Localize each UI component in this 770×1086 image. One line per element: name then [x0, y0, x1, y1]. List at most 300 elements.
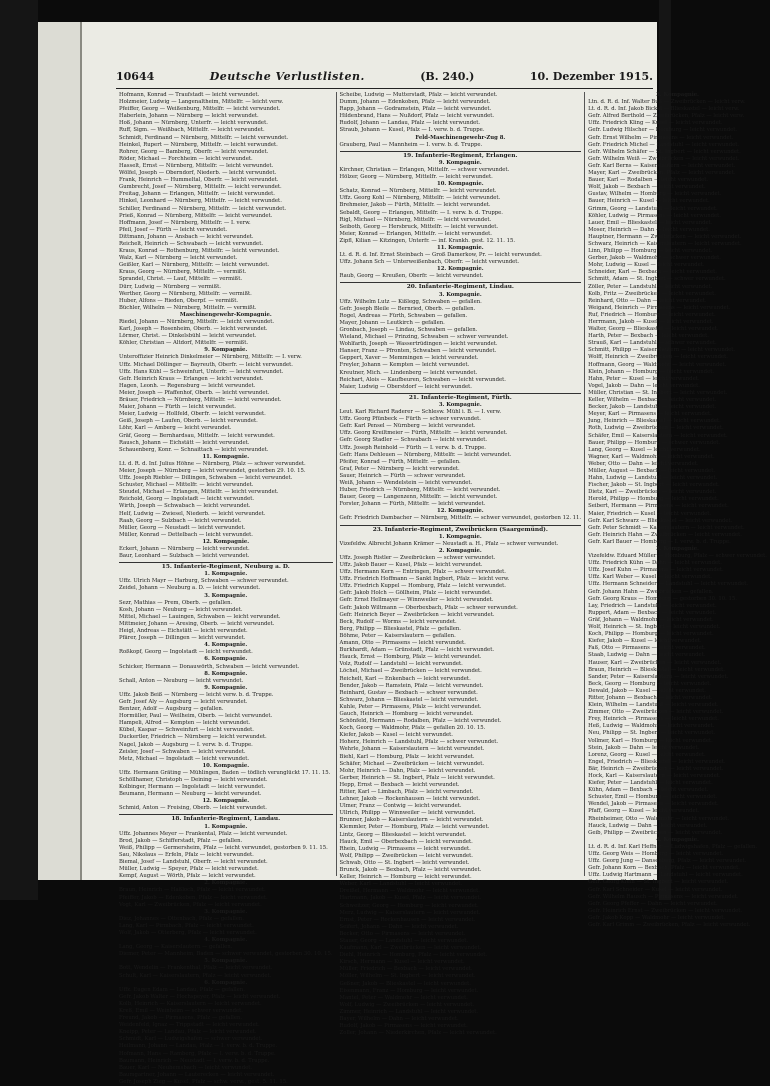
casualty-entry: Steudel, Michael — Erlangen, Mittelfr. — leicht verwundet. — [119, 489, 279, 496]
casualty-entry: Gefr. Friedrich Michel — Landstuhl — leicht verwundet. — [588, 141, 740, 148]
casualty-entry: Faß, Otto — Pirmasens — leicht verwundet. — [588, 645, 706, 652]
casualty-entry: Zöller, Peter — Landstuhl — leicht verwundet. — [588, 283, 713, 290]
company-heading: 4. Kompagnie. — [656, 836, 700, 843]
casualty-entry: Hanser, Franz — Pfronten, Schwaben — leicht verwundet. — [339, 348, 497, 355]
casualty-entry: Löhr, Karl — Amberg — leicht verwundet. — [119, 425, 232, 432]
casualty-entry: Eisenmann, Franz — Homburg — leicht verwundet. — [339, 987, 479, 994]
company-heading: 9. Kompagnie. — [204, 684, 248, 691]
casualty-entry: Sau, Nikolaus — Erfeln, Pfalz — leicht verwundet. — [119, 851, 254, 858]
casualty-entry: Gefr. Georg Stadler — Schwabach — leicht verwundet. — [339, 437, 488, 444]
company-heading: 1. Kompagnie. — [438, 533, 482, 540]
regiment-heading: 18. Infanterie-Regiment, Landau. — [119, 814, 333, 823]
company-heading: Maschinengewehr-Kompagnie. — [179, 311, 272, 318]
casualty-entry: Uffz. Wilhelm Lutz — Kißlegg, Schwaben — gefallen. — [339, 298, 482, 305]
casualty-entry: Hauptner, Hermann — Zweibrücken — leicht verwundet. — [588, 233, 742, 240]
casualty-entry: Uffz. Friedrich Kling — Kusel — leicht verwundet. — [588, 120, 723, 127]
casualty-entry: Ruf, Friedrich — Homburg — leicht verwundet. — [588, 311, 716, 318]
casualty-entry: Ernst, Peter — Rockenhausen — leicht verwundet. — [339, 916, 476, 923]
casualty-entry: Uffz. Friedrich Hoffmann — Sankt Ingbert, Pfalz — leicht verw. — [339, 576, 510, 583]
casualty-entry: Gefr. Wilhelm Weiß — Zweibrücken — leicht verwundet. — [588, 155, 740, 162]
casualty-entry: Kübel, Kaspar — Schweinfurt — leicht verwundet. — [119, 727, 254, 734]
casualty-entry: Hahn, Peter — Kusel — leicht verwundet. — [588, 375, 700, 382]
casualty-entry: Vogel, Jakob — Dahn — leicht verwundet. — [588, 382, 700, 389]
casualty-entry: Schuster, Emil — Homburg — leicht verwundet. — [588, 794, 718, 801]
casualty-entry: Hoffmann, Josef — Nürnberg, Mittelfr. — I. verw. — [119, 219, 251, 226]
regiment-heading: 23. Infanterie-Regiment, Zweibrücken (Saargemünd). — [340, 525, 582, 534]
casualty-entry: Lang, Georg — Kaiserslautern — gefallen. — [119, 944, 233, 951]
casualty-entry: Hoherz, Heinrich — Landstuhl, Pfalz — schwer verwundet. — [339, 739, 499, 746]
casualty-entry: Gefr. Ludwig Hilscher — Homburg — leicht verwundet. — [588, 127, 738, 134]
casualty-entry: Hagen, Leonh. — Regensburg — leicht verwundet. — [119, 382, 256, 389]
company-heading: 9. Kompagnie. — [204, 347, 248, 354]
casualty-entry: Gefr. Heinrich Ernst — Zweibrücken — leicht verwundet. — [588, 907, 743, 914]
company-heading: 2. Kompagnie. — [438, 547, 482, 554]
company-heading: 12. Kompagnie. — [437, 266, 484, 273]
casualty-entry: Hormüller, Paul — Weilheim, Oberb. — leicht verwundet. — [119, 713, 273, 720]
casualty-entry: Keller, Heinrich — Homburg — leicht verwundet. — [339, 874, 472, 881]
casualty-entry: Gefr. Karl Pensel — Nürnberg — leicht verwundet. — [339, 423, 476, 430]
casualty-entry: Eckert, Johann — Nürnberg — leicht verwundet. — [119, 546, 250, 552]
casualty-entry: Lorenz, Georg — Kusel — leicht verwundet. — [588, 751, 706, 758]
casualty-entry: Uffz. Georg Jung — Dansenberg, Pfalz — leicht verwundet. — [588, 858, 747, 865]
casualty-entry: Uffz. Hermann Gräting — Mühlingen, Baden — tödlich verunglückt 17. 11. 15. — [119, 769, 331, 776]
casualty-entry: Vogt, Karl — Zweibrücken, Pfalz — leicht verwundet. — [119, 901, 262, 908]
casualty-entry: Ruppert, Adam — Bexbach — leicht verwundet. — [588, 609, 717, 616]
company-heading: 11. Kompagnie. — [202, 453, 250, 460]
company-heading: 12. Kompagnie. — [437, 508, 484, 515]
casualty-entry: Straub, Johann — Kusel, Pfalz — I. verw. b. d. Truppe. — [339, 127, 485, 134]
casualty-entry: Lintz, Georg — Blieskastel — leicht verwundet. — [339, 831, 467, 838]
casualty-entry: Wieland, Michael — Prinzing, Schwaben — schwer verwundet. — [339, 334, 509, 341]
casualty-entry: Brehmeier, Jakob — Fürth, Mittelfr. — leicht verwundet. — [339, 202, 491, 209]
casualty-entry: Hinkel, Leonhard — Nürnberg, Mittelfr. — leicht verwundet. — [119, 198, 282, 205]
casualty-entry: Schuster, Michael — Mittelfr. — leicht verwundet. — [119, 482, 254, 489]
casualty-entry: Kraus, Konrad — Rothenburg, Mittelfr. — leicht verwundet. — [119, 248, 280, 255]
casualty-entry: Kiefer, Jakob — Kusel — leicht verwundet. — [339, 732, 453, 739]
casualty-entry: Schmidt, Ferdinand — Nürnberg, Mittelfr. — leicht verwundet. — [119, 134, 289, 141]
casualty-entry: Diemer, Peter — Mannheim, Baden — schwer verwundet, gestorben 30. 10. 15. — [119, 951, 333, 958]
casualty-entry: Rapp, Johann — Godramstein, Pfalz — leicht verwundet. — [339, 106, 492, 113]
casualty-entry: Bender, Jakob — Ramstein, Pfalz — leicht verwundet. — [339, 682, 484, 689]
casualty-entry: Hasselt, Ernst — Nürnberg, Mittelfr. — leicht verwundet. — [119, 162, 274, 169]
casualty-entry: Mittel, Michael — Lauingen, Schwaben — leicht verwundet. — [119, 613, 281, 620]
casualty-entry: Schmidt, Karl — Ludwigshafen — schwer verwundet. — [119, 1036, 263, 1043]
casualty-entry: Diehl, Heinrich — Homburg, Pfalz — leicht verwundet. — [339, 952, 488, 959]
casualty-entry: Reinhard, Gustav — Bexbach — schwer verwundet. — [339, 689, 478, 696]
casualty-entry: Merz, Ludwig — Kaiserslautern — leicht verwundet. — [339, 909, 481, 916]
casualty-entry: Lörmer, Christ. — Dinkelsbühl — leicht verwundet. — [119, 333, 257, 340]
casualty-entry: Prieß, Konrad — Nürnberg, Mittelfr. — leicht verwundet. — [119, 212, 273, 219]
casualty-entry: Gefr. Wilhelm Schäfer — St. Ingbert — leicht verwundet. — [588, 148, 741, 155]
casualty-entry: Haberlein, Johann — Nürnberg — leicht verwundet. — [119, 113, 259, 120]
casualty-entry: Walter, Georg — Blieskastel — leicht verwundet. — [588, 326, 719, 333]
casualty-entry: Koch, Philipp — Homburg — leicht verwundet. — [588, 631, 714, 638]
casualty-entry: Pfaff, Georg — Kusel — leicht verwundet. — [588, 808, 700, 815]
casualty-entry: Wolf, Jakob — Bexbach — leicht verwundet. — [588, 184, 706, 191]
casualty-entry: Rhein, Ludwig — Pirmasens — leicht verwundet. — [339, 845, 471, 852]
casualty-entry: Gefr. Hans Dehleuen — Nürnberg, Mittelfr. — leicht verwundet. — [339, 451, 512, 458]
casualty-entry: Baur, Leonhard — Sulzbach — leicht verwundet. — [119, 553, 250, 560]
casualty-entry: Vizefeldw. Eduard Müller — Homburg, Pfalz — schwer verwundet. — [588, 553, 767, 560]
casualty-entry: Rohrer, Georg — Bamberg, Oberfr. — leicht verwundet. — [119, 148, 269, 155]
casualty-entry: Uffz. Joseph Reinhold — Fürth — I. verw. b. d. Truppe. — [339, 444, 486, 451]
casualty-entry: Vollmer, Karl — Homburg — leicht verwundet. — [588, 737, 713, 744]
casualty-entry: Dürr, Ludwig — Nürnberg — vermißt. — [119, 283, 221, 290]
casualty-entry: Bauer, Georg — Langenzenn, Mittelfr. — leicht verwundet. — [339, 494, 498, 501]
casualty-entry: Graf, Peter — Nürnberg — leicht verwundet. — [339, 465, 460, 472]
casualty-entry: Schwarz, Heinrich — Kaiserslautern — leicht verwundet. — [588, 240, 742, 247]
casualty-entry: Gefr. Jakob Wiltmann — Oberbexbach, Pfalz — schwer verwundet. — [339, 604, 518, 611]
casualty-entry: Huber, Friedrich — Nürnberg, Mittelfr. — leicht verwundet. — [339, 487, 501, 494]
casualty-entry: Ulmer, Franz — Contwig — leicht verwundet. — [339, 803, 462, 810]
casualty-entry: Stein, Jakob — Dahn — leicht verwundet. — [588, 744, 700, 751]
column-3 — [585, 92, 770, 928]
casualty-entry: Gefr. Friedrich Dambacher — Nürnberg, Mittelfr. — schwer verwundet, gestorben 12. 11. — [339, 515, 582, 522]
casualty-entry: Lang, Georg — Kusel — leicht verwundet. — [588, 446, 701, 453]
casualty-entry: Gefr. Ernst Hellmayer — Winnweiler — leicht verwundet. — [339, 597, 494, 604]
casualty-entry: Hauser, Karl — Zweibrücken — leicht verwundet. — [588, 659, 722, 666]
casualty-entry: Gefr. Georg Pfeffer — Dahn — leicht verwundet. — [588, 900, 718, 907]
casualty-entry: Hauck, Ludwig — Dahn — leicht verwundet. — [588, 822, 708, 829]
casualty-entry: Ruff, Sigm. — Weißbach, Mittelfr. — leicht verwundet. — [119, 127, 265, 134]
scan-border-left — [0, 0, 38, 900]
casualty-entry: Hartmann, Jakob — Kusel, Pfalz — leicht verwundet. — [339, 895, 482, 902]
casualty-entry: Biehl, Karl — Homburg, Pfalz — leicht verwundet. — [339, 753, 475, 760]
casualty-entry: Gefr. Heinrich Beyer — Zweibrücken — leicht verwundet. — [339, 611, 495, 618]
casualty-entry: Lang, Karl — Pirmbach, Pfalz — leicht verwundet. — [119, 922, 254, 929]
casualty-entry: Uffz. Georg Kreiltmeier — Fürth, Mittelfr. — leicht verwundet. — [339, 430, 508, 437]
casualty-entry: Neu, Philipp — St. Ingbert — leicht verwundet. — [588, 730, 716, 737]
casualty-entry: Uffz. Joseph Riebler — Dillingen, Schwaben — leicht verwundet. — [119, 475, 293, 482]
casualty-entry: Schmitt, Philipp — Kaiserslautern — leicht verwundet. — [588, 347, 736, 354]
casualty-entry: Kreutner, Mich. — Lindenberg — leicht verwundet. — [339, 369, 478, 376]
casualty-entry: Wolf, Jakob — Otterberg, Pfalz — leicht verwundet. — [119, 929, 257, 936]
casualty-entry: Schall, Anton — Neuburg — leicht verwundet. — [119, 677, 244, 684]
casualty-entry: Dreißel, Hermann — Waldmohr — leicht verwundet. — [339, 888, 480, 895]
casualty-entry: Pfeiffer, Georg — Weißenburg, Mittelfr. — leicht verwundet. — [119, 106, 281, 113]
company-heading: 4. Kompagnie. — [204, 642, 248, 649]
casualty-entry: Wolff, Heinrich — Zweibrücken — leicht verwundet. — [588, 354, 728, 361]
casualty-entry: Geßner, Jakob — Blieskastel — leicht verwundet. — [339, 980, 471, 987]
casualty-entry: Seibert, Hermann — Pirmasens — leicht verwundet. — [588, 503, 729, 510]
casualty-entry: Gefr. Johann Korn — Bexbach, Pfalz — leicht verwundet. — [588, 865, 740, 872]
casualty-entry: Bär, Heinrich — Zweibrücken — leicht verwundet. — [588, 765, 724, 772]
casualty-entry: Freyler, Johann — Kempten — leicht verwundet. — [339, 362, 470, 369]
company-heading: 3. Kompagnie. — [204, 592, 248, 599]
casualty-entry: Klein, Johann — Homburg — leicht verwundet. — [588, 368, 715, 375]
casualty-entry: Uffz. Georg Weis — Homburg — leicht verwundet. — [588, 851, 724, 858]
casualty-entry: Gefr. Jakob Kopp — Waldmohr — leicht verwundet. — [588, 914, 726, 921]
casualty-entry: Freitag, Johann — Erlangen, Mittelfr. — leicht verwundet. — [119, 191, 275, 198]
casualty-entry: Geiß, Joseph — Laufen, Oberb. — leicht verwundet. — [119, 418, 258, 425]
casualty-entry: Hoffmann, Georg — Waldmohr — leicht verwundet. — [588, 361, 727, 368]
casualty-entry: Lauer, Emil — Blieskastel — leicht verwundet. — [588, 219, 713, 226]
casualty-entry: Burkhardt, Adam — Grünstadt, Pfalz — leicht verwundet. — [339, 647, 495, 654]
casualty-entry: Weber, Karl — Landstuhl — leicht verwundet. — [339, 881, 463, 888]
casualty-entry: Uffz. Hermann Kern — Entringen, Pfalz — schwer verwundet. — [339, 569, 506, 576]
company-heading: 1. Kompagnie. — [204, 823, 248, 830]
casualty-entry: Pfeil, Josef — Fürth — leicht verwundet. — [119, 226, 228, 233]
casualty-entry: Müller, Georg — Neustadt — leicht verwundet. — [119, 524, 246, 531]
casualty-entry: Grauberg, Paul — Mannheim — I. verw. b. d. Truppe. — [339, 141, 483, 148]
company-heading: 11. Kompagnie. — [437, 244, 484, 251]
casualty-entry: Unteroffizier Heinrich Dinkelmeier — Nürnberg, Mittelfr. — I. verw. — [119, 354, 302, 361]
casualty-entry: Wolf, Ludwig — Zweibrücken — leicht verwundet. — [339, 1001, 475, 1008]
casualty-entry: Baumann, Heinrich — Neustadt — I. verw. b. d. Truppe. — [119, 1057, 270, 1064]
casualty-entry: Uffz. Hermann Schneider — Landstuhl — leicht verwundet. — [588, 581, 749, 588]
casualty-entry: Kreß, Emil — Weinheim — schwer verwundet. — [119, 1008, 243, 1014]
company-heading: 4. Kompagnie. — [204, 937, 248, 944]
issue-date: 10. Dezember 1915. — [529, 70, 653, 83]
casualty-entry: Weiß, Philipp — Germersheim, Pfalz — leicht verwundet, gestorben 9. 11. 15. — [119, 844, 328, 851]
casualty-entry: Jung, Heinrich — Blieskastel — leicht verwundet. — [588, 418, 721, 425]
casualty-entry: Mantel, Peter — Waldmohr — leicht verwundet. — [339, 994, 468, 1001]
casualty-entry: Gefr. Heinrich Hahn — Zweibrücken — leicht verwundet. — [588, 531, 742, 538]
casualty-entry: Dumm, Johann — Edenkoben, Pfalz — leicht verwundet. — [339, 99, 491, 106]
casualty-entry: Becker, Jakob — Landstuhl — leicht verwundet. — [588, 404, 717, 411]
casualty-entry: Weidenfeld, Ignaz — Trippstadt — leicht verwundet. — [119, 1022, 260, 1029]
regiment-heading: 19. Infanterie-Regiment, Erlangen. — [340, 151, 582, 160]
company-heading: 3. Kompagnie. — [656, 92, 700, 98]
column-1 — [116, 92, 337, 1085]
casualty-entry: Kuhle, Peter — Pirmasens, Pfalz — leicht verwundet. — [339, 703, 482, 710]
casualty-entry: Pfeiffer, Jakob — Edenkoben, Pfalz — leicht verwundet. — [119, 894, 268, 901]
regiment-heading: 20. Infanterie-Regiment, Lindau. — [340, 282, 582, 291]
casualty-entry: Kolb, Heinrich — Kaiserslautern — leicht verwundet. — [119, 1000, 262, 1007]
casualty-entry: Seifert, Johann — Dahn — leicht verwundet. — [339, 923, 459, 930]
casualty-entry: Klemmler, Peter — Homburg, Pfalz — leicht verwundet. — [339, 824, 490, 831]
company-heading: 12. Kompagnie. — [202, 798, 250, 805]
casualty-entry: Riedel, Johann — Nürnberg, Mittelfr. — leicht verwundet. — [119, 319, 275, 325]
casualty-entry: Heilmann, Johann — Landau, Pfalz — I. verw. b. d. Truppe. — [119, 1043, 278, 1050]
casualty-entry: Uffz. Johannes Meyer — Frankental, Pfalz — leicht verwundet. — [119, 830, 288, 837]
casualty-entry: Müller, Ludwig — Speyer, Pfalz — leicht verwundet. — [119, 866, 259, 873]
casualty-entry: Fischer, Jakob — St. Ingbert — leicht verwundet. — [588, 482, 720, 489]
casualty-entry: Gerber, Heinrich — St. Ingbert, Pfalz — leicht verwundet. — [339, 774, 495, 781]
casualty-entry: Ullrich, Philipp — Winnweiler — leicht verwundet. — [339, 810, 476, 817]
casualty-entry: Schmid, Anton — Freising, Oberb. — leicht verwundet. — [119, 805, 267, 812]
casualty-entry: Weiß, Johann — Wendelstein — leicht verwundet. — [339, 479, 473, 486]
casualty-entry: Geppert, Xaver — Memmingen — leicht verwundet. — [339, 355, 479, 362]
casualty-entry: Köhler, Christian — Altdorf, Mittelfr. — vermißt. — [119, 340, 249, 347]
company-heading: 8. Kompagnie. — [204, 670, 248, 677]
text-columns — [116, 92, 767, 1085]
casualty-entry: Sezr, Mathias — Prem, Oberb. — gefallen. — [119, 599, 233, 606]
casualty-entry: Raub, Georg — Kreußen, Oberfr. — leicht verwundet. — [339, 273, 484, 280]
casualty-entry: Meier, Joseph — Pfaffenhof, Oberb. — leicht verwundet. — [119, 389, 270, 396]
casualty-entry: Müller, August — Bexbach — leicht verwundet. — [588, 467, 716, 474]
casualty-entry: Frey, Heinrich — Pirmasens — leicht verwundet. — [588, 716, 719, 723]
casualty-entry: Hölzer, Georg — Nürnberg, Mittelfr. — leicht verwundet. — [339, 174, 493, 181]
casualty-entry: Lay, Friedrich — Landstuhl — leicht verwundet. — [588, 602, 717, 609]
casualty-entry: Uffz. Georg Kohl — Nürnberg, Mittelfr. — leicht verwundet. — [339, 195, 501, 202]
casualty-entry: Kiefer, Peter — Landstuhl — leicht verwundet. — [588, 780, 713, 787]
casualty-entry: Mayer, Karl — Zweibrücken, Pfalz — leicht verwundet. — [588, 170, 736, 177]
casualty-entry: Schwarz, Johann — Blieskastel — leicht verwundet. — [339, 696, 479, 703]
casualty-entry: Mayer, Johann — Leutkirch — gefallen. — [339, 319, 445, 326]
casualty-entry: Gräf, Georg — Bernhardsau, Mittelfr. — leicht verwundet. — [119, 432, 275, 439]
casualty-entry: Roßkopf, Georg — Ingolstadt — leicht verwundet. — [119, 649, 253, 656]
casualty-entry: Uffz. Eugen Edam — Landau, Pfalz — gefallen. — [119, 986, 245, 993]
casualty-entry: Dewald, Jakob — Kusel — leicht verwundet. — [588, 687, 706, 694]
casualty-entry: Gefr. Josef Aly — Augsburg — leicht verwundet. — [119, 698, 248, 705]
casualty-entry: Zipfl, Kilian — Kitzingen, Unterfr. — inf. Krankh. gest. 12. 11. 15. — [339, 237, 516, 244]
casualty-entry: Lt. d. R. d. Inf. Karl Heffner — Ludwigshafen, Pfalz — gefallen. — [588, 843, 758, 850]
casualty-entry: Geib, Philipp — Zweibrücken — leicht verwundet. — [588, 829, 723, 836]
casualty-entry: Brod, Jakob — Schifferstadt, Pfalz — gefallen. — [119, 837, 243, 844]
casualty-entry: Gefr. Karl Bauer — Homburg — I. verw. b. d. Truppe. — [588, 538, 731, 545]
casualty-entry: Forster, Johann — Fürth, Mittelfr. — leicht verwundet. — [339, 501, 486, 508]
casualty-entry: Holzmeier, Ludwig — Langenaltheim, Mittelfr. — leicht verw. — [119, 99, 284, 106]
casualty-entry: Meyer, Karl — Pirmasens — leicht verwundet. — [588, 411, 712, 418]
casualty-entry: Schneider, Karl — Bexbach — leicht verwundet. — [588, 269, 717, 276]
casualty-entry: Röder, Michael — Forchheim — leicht verwundet. — [119, 155, 253, 162]
casualty-entry: Schicker, Hermann — Donauwörth, Schwaben — leicht verwundet. — [119, 663, 300, 670]
casualty-entry: Wolf, Heinrich — St. Ingbert — leicht verwundet. — [588, 624, 721, 631]
casualty-entry: Gefr. Karl Schwarz — Blieskastel — leicht verwundet. — [588, 517, 733, 524]
company-heading: 10. Kompagnie. — [437, 181, 484, 188]
casualty-entry: Gronbach, Joseph — Lindau, Schwaben — gefallen. — [339, 327, 478, 333]
casualty-entry: Uffz. Georg Pfünbeck — Fürth — schwer verwundet. — [339, 416, 481, 423]
casualty-entry: Linn, Philipp — Homburg — leicht verwundet. — [588, 248, 713, 255]
casualty-entry: Uffz. Hans Kühl — Schweinfurt, Unterfr. — leicht verwundet. — [119, 368, 284, 375]
casualty-entry: Beumann, Hermann — Neuburg — leicht verwundet. — [119, 791, 262, 798]
casualty-entry: Dittmann, Johann — Ansbach — leicht verwundet. — [119, 233, 254, 240]
casualty-entry: Gefr. Joseph Zieg — Kusel, Pfalz — schw. verw., gest. 5. 11. 15. — [119, 1078, 288, 1085]
casualty-entry: Gefr. Jakob Holch — Göllheim, Pfalz — leicht verwundet. — [339, 590, 492, 597]
company-heading: 1. Kompagnie. — [204, 571, 248, 578]
casualty-entry: Bott, Wendelin — Frankenthal, Pfalz — leicht verwundet. — [119, 965, 273, 972]
casualty-entry: Strauß, Karl — Landstuhl — schwer verwundet. — [588, 340, 717, 347]
page-number: 10644 — [116, 70, 155, 83]
company-heading: 3. Kompagnie. — [656, 546, 700, 552]
casualty-entry: Schönfeld, Hermann — Rodalben, Pfalz — leicht verwundet. — [339, 718, 502, 725]
company-heading: 9. Kompagnie. — [438, 159, 482, 166]
casualty-entry: Rigl, Michael — Nürnberg, Mittelfr. — leicht verwundet. — [339, 216, 492, 223]
casualty-entry: Lt. d. R. d. Inf. Ernst Steinbach — Groß Damerkow, Pr. — leicht verwundet. — [339, 252, 542, 259]
casualty-entry: Uffz. Joseph Ristler — Zweibrücken — schwer verwundet. — [339, 554, 496, 561]
casualty-entry: Reichold, Georg — Ingolstadt — leicht verwundet. — [119, 496, 255, 503]
casualty-entry: Baumgartner, Johann — Lauterecken — leicht verwundet. — [119, 1071, 275, 1078]
casualty-entry: Gräf, Johann — Waldmohr — leicht verwundet. — [588, 616, 714, 623]
casualty-entry: Wendel, Jakob — Pirmasens — leicht verwundet. — [588, 801, 719, 808]
casualty-entry: Gefr. Wilhelm Rausch — Pirmasens — leicht verwundet. — [588, 893, 739, 900]
casualty-entry: Meier, Ludwig — Hollfeld, Oberfr. — leicht verwundet. — [119, 411, 266, 418]
casualty-entry: Uffz. Friedrich Kühn — Dahn — leicht verwundet. — [588, 560, 722, 567]
casualty-entry: Gefr. Karl Berns — Kaiserslautern — leicht verwundet. — [588, 162, 736, 169]
casualty-entry: Uffz. Ulrich Mayr — Harburg, Schwaben — schwer verwundet. — [119, 578, 289, 585]
casualty-entry: Grimm, Georg — Landstuhl — leicht verwundet. — [588, 205, 718, 212]
casualty-entry: Müller, Friedrich — Bexbach — leicht verwundet. — [339, 966, 473, 973]
casualty-entry: Bauer, Heinrich — Kusel — leicht verwundet. — [588, 198, 710, 205]
casualty-entry: Hepp, Ernst — Bexbach — leicht verwundet. — [339, 781, 460, 788]
regiment-heading: 21. Infanterie-Regiment, Fürth. — [340, 393, 582, 402]
casualty-entry: Hofmann, Konrad — Traufstadt — leicht verwundet. — [119, 92, 260, 98]
casualty-entry: Reinhard, Otto — Dahn — leicht verwundet. — [588, 297, 707, 304]
casualty-entry: Ritter, Johann — Bexbach — leicht verwundet. — [588, 694, 713, 701]
casualty-entry: Helf, Ludwig — Zwiesel, Niederb. — leicht verwundet. — [119, 510, 266, 517]
casualty-entry: Pfärer, Joseph — Dillingen — leicht verwundet. — [119, 635, 246, 642]
casualty-entry: Lt. d. R. d. Inf. Julius Höhne — Nürnberg, Pfalz — schwer verwundet. — [119, 460, 306, 467]
company-heading: 6. Kompagnie. — [204, 656, 248, 663]
casualty-entry: Uffz. Josef Kuhn — Pirmasens — leicht verwundet. — [588, 567, 724, 574]
casualty-entry: Maier, Johann — Fürth — leicht verwundet. — [119, 404, 236, 411]
casualty-entry: Gefr. Ernst Wilhelm — Pirmasens — leicht verwundet. — [588, 134, 734, 141]
casualty-entry: Hauck, Ernst — Homburg, Pfalz — leicht verwundet. — [339, 654, 482, 661]
casualty-entry: Kraus, Georg — Nürnberg, Mittelfr. — vermißt. — [119, 269, 247, 276]
casualty-entry: Wirth, Joseph — Schwabach — leicht verwundet. — [119, 503, 251, 510]
casualty-entry: Bauer, Karl — Neuhemsbach — leicht verwundet. — [119, 1064, 253, 1071]
casualty-entry: Gefr. Alfred Berthold — Zweibrücken, Pfalz — leicht verw. — [588, 113, 745, 120]
casualty-entry: Kirsch, Hermann — Kusel — leicht verwundet. — [339, 959, 465, 966]
casualty-entry: Reichart, Alois — Kaufbeuren, Schwaben — leicht verwundet. — [339, 376, 506, 383]
casualty-entry: Wehrle, Johann — Kaiserslautern — leicht verwundet. — [339, 746, 485, 753]
casualty-entry: Gauch, Heinrich — Homburg — leicht verwundet. — [339, 710, 474, 717]
casualty-entry: Beck, Rudolf — Worms — leicht verwundet. — [339, 618, 457, 625]
casualty-entry: Moser, Heinrich — Dahn — leicht verwundet. — [588, 226, 710, 233]
casualty-entry: Uffz. Jakob Bauer — Kusel, Pfalz — leicht verwundet. — [339, 562, 483, 568]
casualty-entry: Wölfel, Joseph — Oberndorf, Niederb. — leicht verwundet. — [119, 170, 277, 177]
casualty-entry: Meier, Joseph — Nürnberg — leicht verwundet, gestorben 29. 10. 15. — [119, 467, 306, 474]
casualty-entry: Frank, Heinrich — Hummeltal, Oberfr. — leicht verwundet. — [119, 177, 279, 184]
binding-margin — [38, 22, 82, 880]
casualty-entry: Koch, Georg — Waldmohr, Pfalz — gefallen 20. 10. 15. — [339, 725, 486, 732]
casualty-entry: Duckertler, Friedrich — Nürnberg — leicht verwundet. — [119, 734, 267, 741]
casualty-entry: Rogel, Andreas — Fürth, Schwaben — gefallen. — [339, 312, 468, 319]
casualty-entry: Sprandel, Christ. — Lauf, Mittelfr. — vermißt. — [119, 276, 243, 283]
casualty-entry: Gefr. Georg Kraus — Homburg — gestorben 30. 10. 15. — [588, 595, 737, 602]
casualty-entry: Gefr. Georg Klein — St. Ingbert — leicht verwundet. — [588, 879, 729, 886]
casualty-entry: Büchler, Wilhelm — Nürnberg, Mittelfr. — vermißt. — [119, 304, 257, 311]
casualty-entry: Uffz. Ludwig Hartmann — Landstuhl — leicht verwundet. — [588, 872, 743, 879]
company-heading: Feld-Maschinengewehr-Zug 8. — [415, 134, 506, 141]
casualty-entry: Kosh, Johann — Neuburg — leicht verwundet. — [119, 606, 243, 613]
casualty-entry: Uffz. Karl Weber — Kusel — leicht verwundet. — [588, 574, 712, 581]
casualty-entry: Berg, Philipp — Blieskastel, Pfalz — gefallen. — [339, 625, 461, 632]
casualty-entry: Köhler, Ludwig — Pirmasens — leicht verwundet. — [588, 212, 721, 219]
casualty-entry: Mittmeier, Johann — Aresing, Oberb. — leicht verwundet. — [119, 620, 275, 627]
casualty-entry: Weber, Otto — Dahn — leicht verwundet. — [588, 460, 699, 467]
casualty-entry: Kühn, Adam — Bexbach — leicht verwundet. — [588, 787, 709, 794]
casualty-entry: Hildenbrand, Hans — Nußdorf, Pfalz — leicht verwundet. — [339, 113, 495, 120]
casualty-entry: Hock, Karl — Kaiserslautern — leicht verwundet. — [588, 773, 721, 779]
casualty-entry: Staab, Ludwig — Dahn — leicht verwundet. — [588, 652, 706, 659]
casualty-entry: Diez, Johannes — Ottenbach, Pfalz — gefallen. — [119, 915, 244, 922]
casualty-entry: Gustav, Wilhelm — Homburg — leicht verwundet. — [588, 191, 722, 198]
casualty-entry: Scheibe, Ludwig — Mutterstadt, Pfalz — leicht verwundet. — [339, 92, 498, 98]
casualty-entry: Müller, Konrad — Dettelbach — leicht verwundet. — [119, 531, 253, 538]
casualty-entry: Müller, Christian — St. Ingbert — leicht verwundet. — [588, 389, 728, 396]
casualty-entry: Becker, Otto — Pirmasens — leicht verwundet. — [339, 930, 466, 937]
casualty-entry: Volz, Rudolf — Landstuhl — leicht verwundet. — [339, 661, 463, 668]
casualty-entry: Zeisler, Josef — Schwaben — leicht verwundet. — [119, 748, 246, 755]
casualty-entry: Pfeifer, Konrad — Fürth, Mittelfr. — gefallen. — [339, 458, 461, 465]
casualty-entry: Mohr, Heinrich — Dahn, Pfalz — leicht verwundet. — [339, 767, 476, 774]
casualty-entry: Herrmann, Jakob — Kusel — leicht verwundet. — [588, 319, 714, 325]
casualty-entry: Reichelt, Heinrich — Schwabach — leicht verwundet. — [119, 240, 264, 247]
casualty-entry: Stauer, Georg — Landstuhl — leicht verwundet. — [339, 937, 469, 944]
page-header — [116, 70, 653, 89]
company-heading: 12. Kompagnie. — [202, 538, 250, 545]
casualty-entry: Kneipp, Peter — Landau, Pfalz — leicht verwundet. — [119, 1029, 257, 1036]
casualty-entry: Reichelt, Karl — Enkenbach — leicht verwundet. — [339, 675, 471, 682]
casualty-entry: Zeidel, Johann — Neuburg a. D. — leicht verwundet. — [119, 585, 261, 592]
casualty-entry: Braun, Heinrich — Blieskastel — leicht verwundet. — [588, 666, 725, 673]
casualty-entry: Bauer, Philipp — Homburg — schwer verwundet. — [588, 439, 721, 446]
casualty-entry: Klein, Wilhelm — Landstuhl — leicht verwundet. — [588, 702, 719, 709]
casualty-entry: Löchel, Michael — Zweibrücken — leicht verwundet. — [339, 668, 482, 675]
casualty-entry: Hahn, Ludwig — Landstuhl — leicht verwundet. — [588, 475, 718, 482]
